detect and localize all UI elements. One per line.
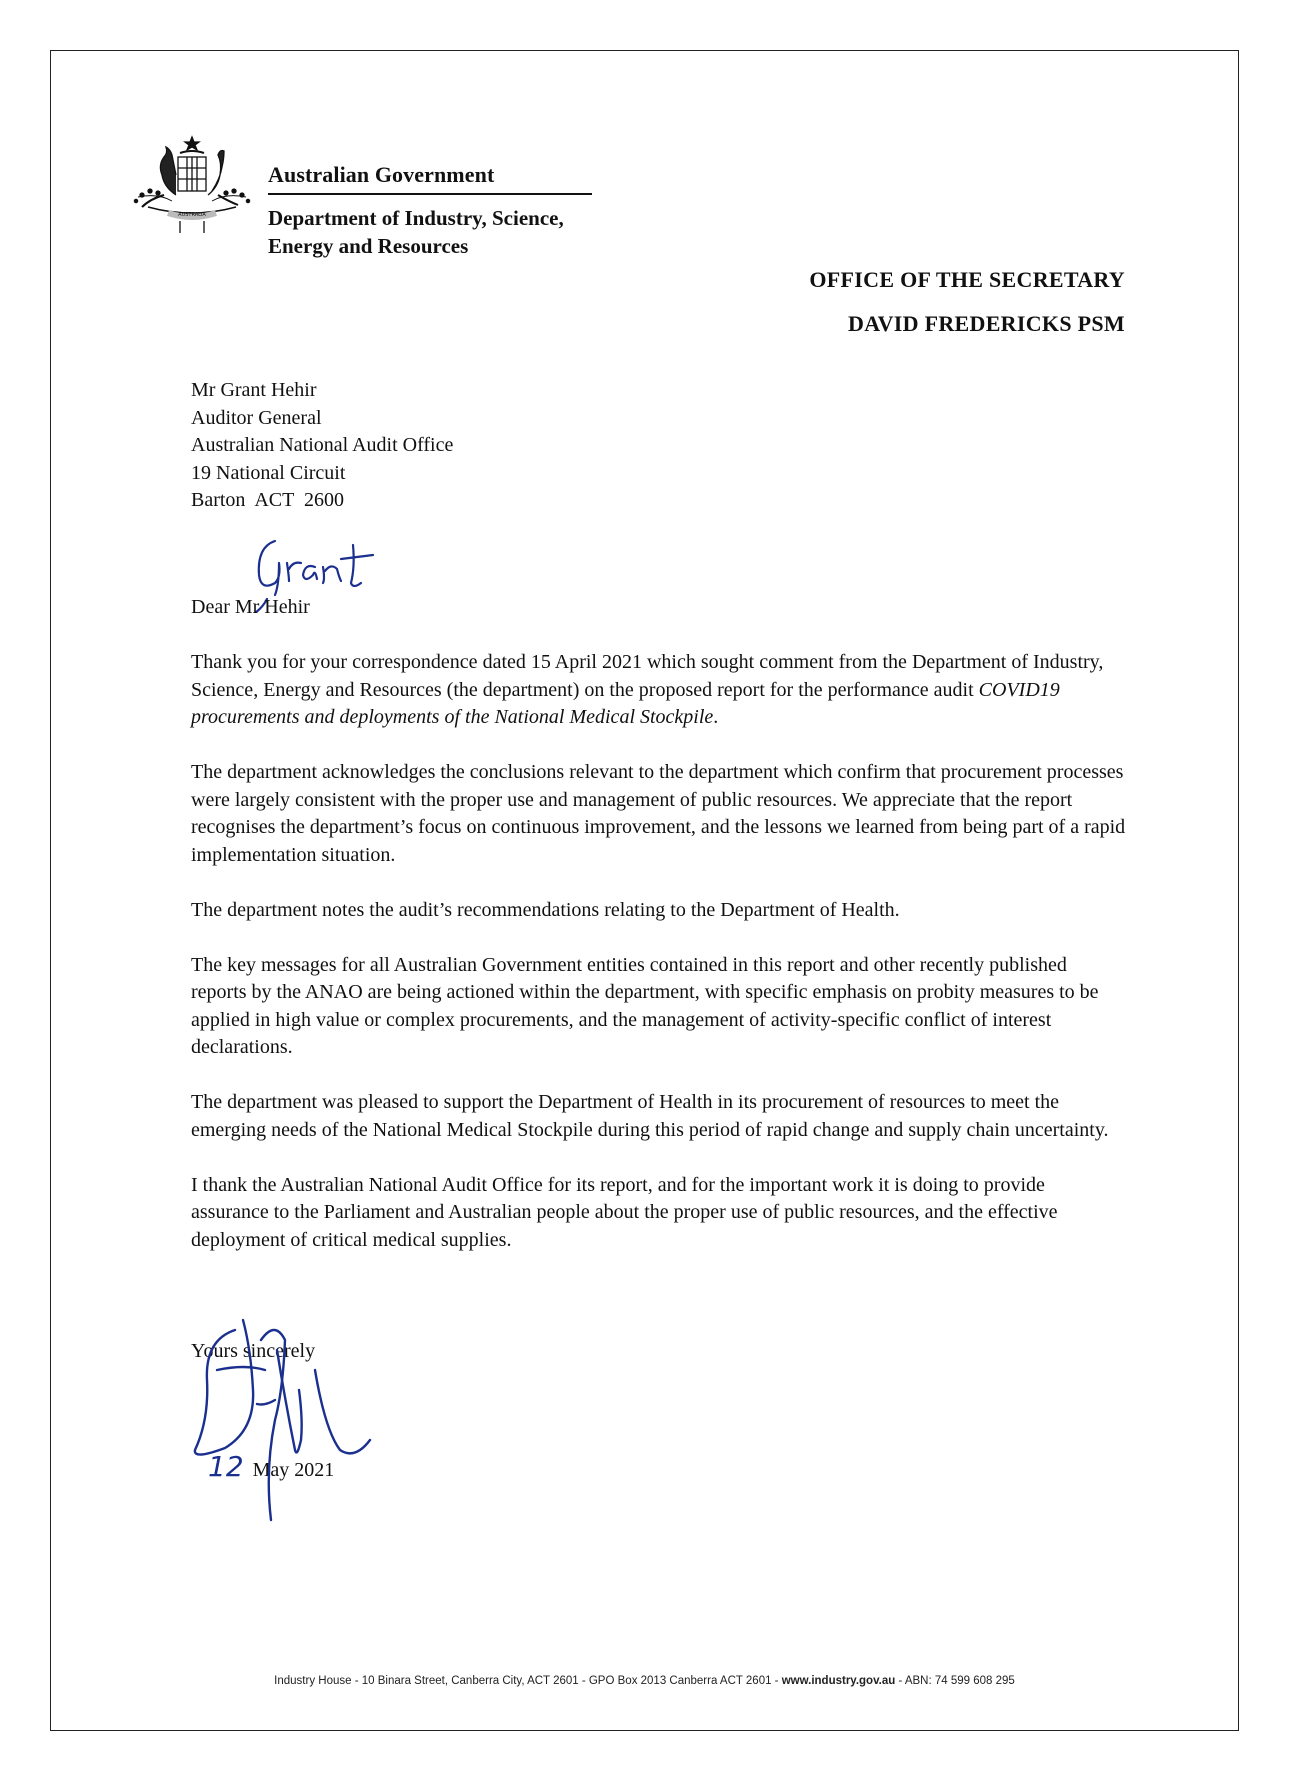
body-paragraph-5: The department was pleased to support the Department of Health in its procurement of resources to meet the emerging needs of the National Medical Stockpile during this period of rapid change and supply chain uncertainty. xyxy=(191,1091,1109,1141)
recipient-city: Barton ACT 2600 xyxy=(191,489,344,511)
signature xyxy=(165,1310,395,1525)
recipient-address xyxy=(191,377,453,515)
audit-title: COVID19 procurements and deployments of the National Medical Stockpile xyxy=(191,678,1060,728)
handwritten-day: 12 xyxy=(208,1450,244,1483)
paragraph-1-end: . xyxy=(713,706,719,728)
body-paragraph-1 xyxy=(191,649,1126,732)
footer-abn: - ABN: 74 599 608 295 xyxy=(895,1675,1015,1687)
closing: Yours sincerely xyxy=(191,1340,316,1362)
recipient-name: Mr Grant Hehir xyxy=(191,379,317,401)
office-block xyxy=(809,258,1125,346)
salutation: Dear Mr Hehir xyxy=(191,596,310,618)
department-name-line1: Department of Industry, Science, xyxy=(268,206,564,230)
body-paragraph-6: I thank the Australian National Audit Office for its report, and for the important work it is doing to provide assurance to the Parliament and Australian people about the proper use of public resources, and the effective deployment of critical medical supplies. xyxy=(191,1173,1058,1251)
letterhead-rule xyxy=(268,193,592,195)
body-paragraph-2: The department acknowledges the conclusions relevant to the department which confirm that procurement processes were largely consistent with the proper use and management of public resources. We appreciate that the report recognises the department’s focus on continuous improvement, and the lessons we learned from being part of a rapid implementation situation. xyxy=(191,761,1126,866)
letter-footer xyxy=(0,1675,1289,1687)
recipient-title: Auditor General xyxy=(191,406,322,429)
body-paragraph-3: The department notes the audit’s recommendations relating to the Department of Health. xyxy=(191,898,900,921)
recipient-org: Australian National Audit Office xyxy=(191,434,454,456)
paragraph-1-text: Thank you for your correspondence dated 15 April 2021 which sought comment from the Department of Industry, Science, Energy and Resources (the department) on the proposed report for the performance audit xyxy=(191,651,1104,701)
footer-website[interactable]: www.industry.gov.au xyxy=(781,1675,896,1687)
department-name xyxy=(268,204,608,260)
date-month-year: May 2021 xyxy=(252,1459,335,1481)
crest-scroll-text: AUSTRALIA xyxy=(178,212,206,218)
coat-of-arms-logo xyxy=(128,135,256,235)
recipient-street: 19 National Circuit xyxy=(191,461,346,484)
letter-body xyxy=(191,649,1126,1282)
department-name-line2: Energy and Resources xyxy=(268,234,469,258)
government-name: Australian Government xyxy=(268,162,495,187)
footer-address: Industry House - 10 Binara Street, Canberra City, ACT 2601 - GPO Box 2013 Canberra ACT 2601 - xyxy=(274,1675,782,1687)
secretary-name: DAVID FREDERICKS PSM xyxy=(848,311,1125,336)
body-paragraph-4: The key messages for all Australian Government entities contained in this report and other recently published reports by the ANAO are being actioned within the department, with specific emphasis on probity measures to be applied in high value or complex procurements, and the management of activity-specific conflict of interest declarations. xyxy=(191,953,1099,1058)
office-title: OFFICE OF THE SECRETARY xyxy=(809,267,1125,292)
